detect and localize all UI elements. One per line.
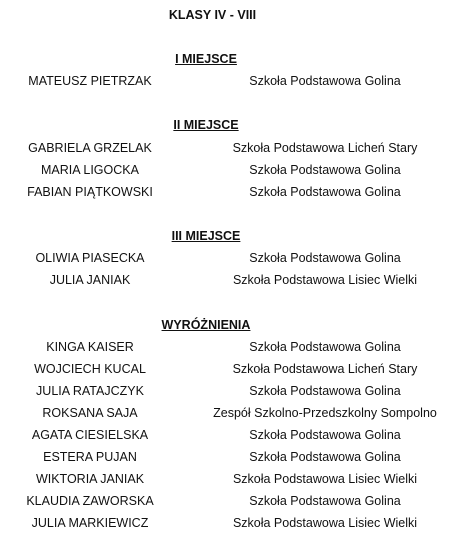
participant-school: Szkoła Podstawowa Golina <box>249 340 401 354</box>
participant-name: WIKTORIA JANIAK <box>35 472 145 486</box>
participant-school: Szkoła Podstawowa Licheń Stary <box>232 362 418 376</box>
participant-name: KINGA KAISER <box>46 340 134 354</box>
participant-name: MARIA LIGOCKA <box>41 163 139 177</box>
list-item <box>0 251 459 267</box>
participant-school: Szkoła Podstawowa Lisiec Wielki <box>232 472 418 486</box>
list-item <box>0 362 459 378</box>
participant-school: Szkoła Podstawowa Licheń Stary <box>232 141 418 155</box>
list-item <box>0 494 459 510</box>
list-item <box>0 163 459 179</box>
participant-school: Szkoła Podstawowa Lisiec Wielki <box>232 516 418 530</box>
participant-school: Zespół Szkolno-Przedszkolny Sompolno <box>213 406 437 420</box>
page-title: KLASY IV - VIII <box>168 8 257 22</box>
participant-name: ESTERA PUJAN <box>43 450 137 464</box>
participant-name: JULIA RATAJCZYK <box>36 384 144 398</box>
participant-name: MATEUSZ PIETRZAK <box>28 74 152 88</box>
list-item <box>0 450 459 466</box>
participant-name: KLAUDIA ZAWORSKA <box>26 494 154 508</box>
list-item <box>0 340 459 356</box>
participant-name: ROKSANA SAJA <box>42 406 138 420</box>
section-heading-third-place: III MIEJSCE <box>171 229 241 243</box>
section-heading-second-place: II MIEJSCE <box>173 118 239 132</box>
section-heading-first-place: I MIEJSCE <box>175 52 237 66</box>
participant-name: GABRIELA GRZELAK <box>28 141 152 155</box>
list-item <box>0 428 459 444</box>
participant-school: Szkoła Podstawowa Golina <box>249 163 401 177</box>
participant-school: Szkoła Podstawowa Lisiec Wielki <box>232 273 418 287</box>
participant-name: WOJCIECH KUCAL <box>34 362 146 376</box>
list-item <box>0 273 459 289</box>
participant-school: Szkoła Podstawowa Golina <box>249 384 401 398</box>
list-item <box>0 74 459 90</box>
participant-school: Szkoła Podstawowa Golina <box>249 450 401 464</box>
list-item <box>0 384 459 400</box>
participant-name: OLIWIA PIASECKA <box>35 251 145 265</box>
list-item <box>0 185 459 201</box>
list-item <box>0 406 459 422</box>
list-item <box>0 141 459 157</box>
participant-name: JULIA MARKIEWICZ <box>31 516 149 530</box>
participant-school: Szkoła Podstawowa Golina <box>249 185 401 199</box>
participant-name: JULIA JANIAK <box>49 273 131 287</box>
section-heading-distinctions: WYRÓŻNIENIA <box>161 318 251 332</box>
participant-school: Szkoła Podstawowa Golina <box>249 428 401 442</box>
list-item <box>0 516 459 532</box>
participant-name: FABIAN PIĄTKOWSKI <box>27 185 153 199</box>
participant-school: Szkoła Podstawowa Golina <box>249 251 401 265</box>
participant-name: AGATA CIESIELSKA <box>31 428 149 442</box>
participant-school: Szkoła Podstawowa Golina <box>249 494 401 508</box>
list-item <box>0 472 459 488</box>
participant-school: Szkoła Podstawowa Golina <box>249 74 401 88</box>
